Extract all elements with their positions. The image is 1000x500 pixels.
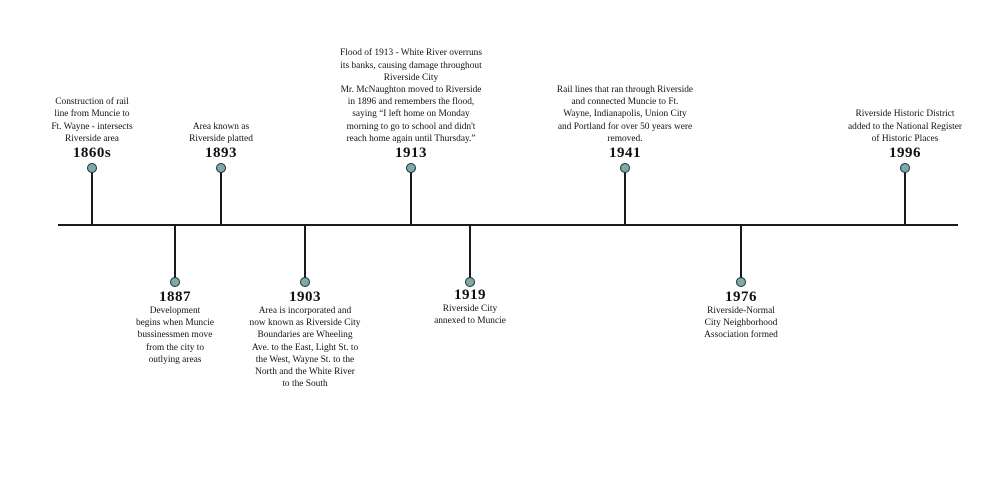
event-description: Riverside City annexed to Muncie [434,304,506,327]
event-marker [736,277,746,287]
event-stem [91,168,93,225]
event-description: Riverside-Normal City Neighborhood Association formed [704,306,778,341]
event-stem [624,168,626,225]
event-year: 1887 [159,289,191,305]
event-stem [904,168,906,225]
event-year: 1976 [725,289,757,305]
event-description: Area known as Riverside platted [189,121,253,144]
event-description: Area is incorporated and now known as Riverside City Boundaries are Wheeling Ave. to the East, Light St. to the West, Wayne St. to the North and the White River to the South [249,306,361,390]
event-marker [87,163,97,173]
event-marker [216,163,226,173]
event-stem [304,225,306,280]
event-year: 1860s [72,145,112,161]
event-year: 1903 [289,289,321,305]
event-description: Development begins when Muncie bussinessmen move from the city to outlying areas [135,306,215,365]
event-year: 1893 [205,145,237,161]
event-marker [406,163,416,173]
event-stem [469,225,471,280]
event-stem [174,225,176,280]
event-stem [740,225,742,280]
event-description: Construction of rail line from Muncie to Ft. Wayne - intersects Riverside area [51,97,133,144]
timeline-axis [58,224,958,226]
event-year: 1996 [889,145,921,161]
event-marker [900,163,910,173]
event-year: 1913 [395,145,427,161]
event-stem [410,168,412,225]
event-year: 1941 [609,145,641,161]
event-stem [220,168,222,225]
event-marker [300,277,310,287]
event-year: 1919 [454,287,486,303]
event-marker [170,277,180,287]
event-description: Riverside Historic District added to the National Register of Historic Places [847,109,963,144]
event-description: Flood of 1913 - White River overruns its banks, causing damage throughout Riverside City Mr. McNaughton moved to Riverside in 1896 and remembers the flood, saying “I left home on Monday morning to go to school and didn't reach home again until Thursday.” [340,48,482,144]
event-marker [465,277,475,287]
event-description: Rail lines that ran through Riverside and connected Muncie to Ft. Wayne, Indianapolis, Union City and Portland for over 50 years were removed. [556,84,694,144]
event-marker [620,163,630,173]
